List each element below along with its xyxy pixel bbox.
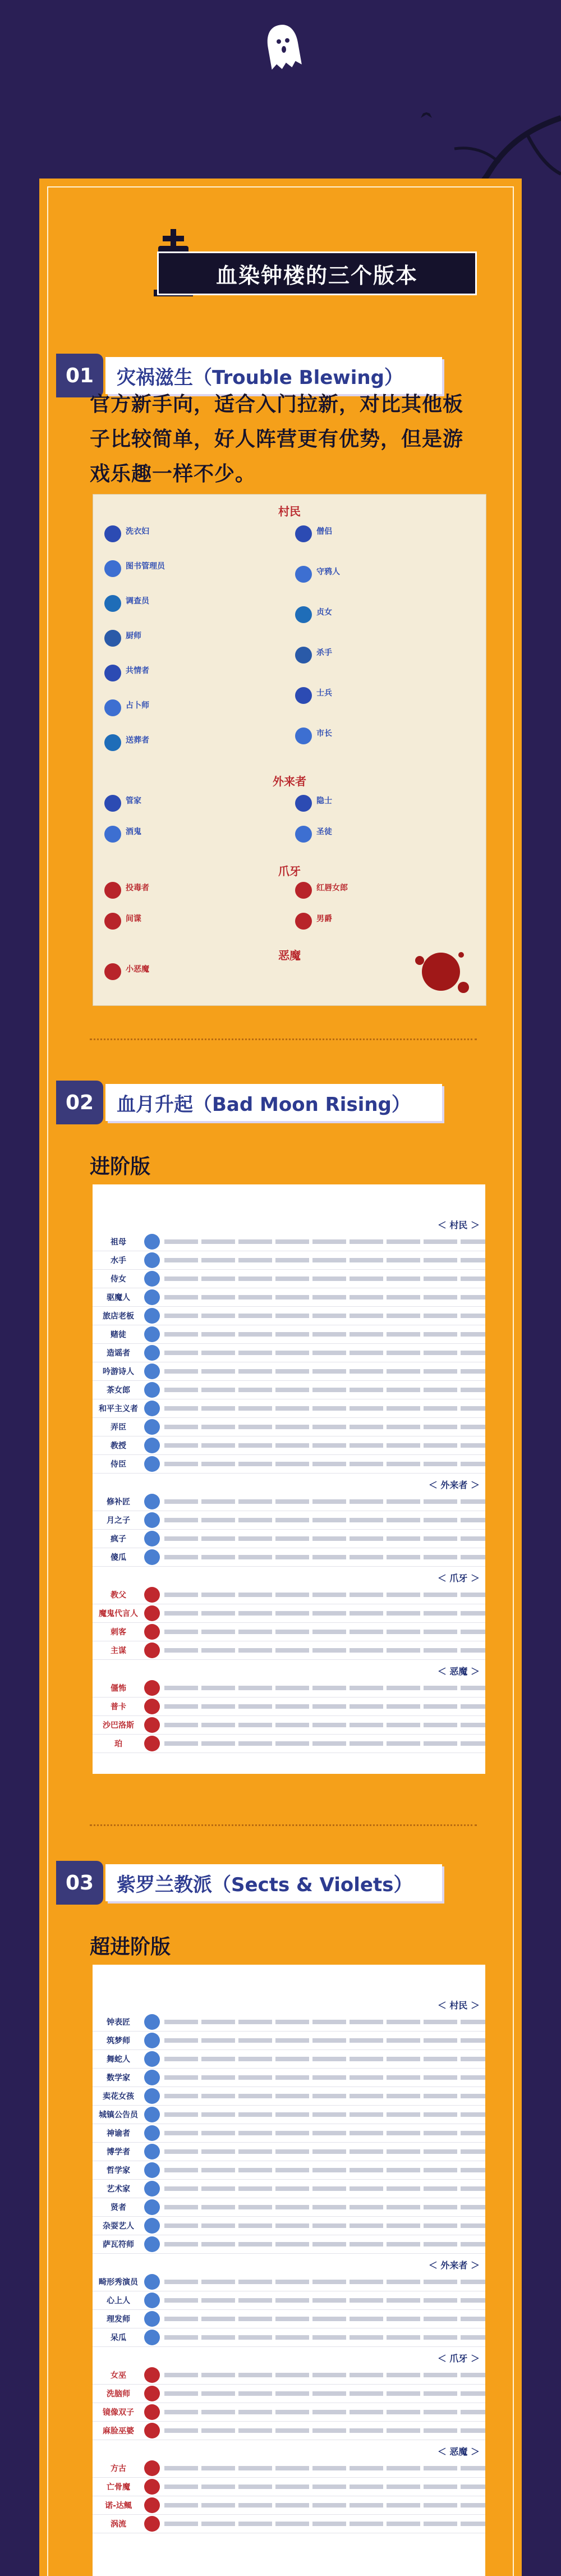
ability-text-placeholder — [164, 2223, 485, 2228]
character-row — [93, 1307, 485, 1325]
character-row — [93, 1604, 485, 1623]
character-name: 教父 — [111, 1591, 126, 1600]
character-row — [93, 1641, 485, 1660]
role-token-icon — [295, 727, 312, 744]
ability-text-placeholder — [164, 2205, 485, 2209]
team-band-label: ＜ 爪牙 ＞ — [437, 2353, 480, 2364]
character-row — [93, 1270, 485, 1288]
character-name: 祖母 — [111, 1238, 126, 1247]
character-token-icon — [144, 2404, 160, 2420]
ability-text-placeholder — [164, 1648, 485, 1653]
role-name: 厨师 — [126, 632, 141, 640]
character-token-icon — [144, 2033, 160, 2048]
character-row — [93, 2273, 485, 2291]
section-01-intro: 官方新手向，适合入门拉新，对比其他板子比较简单，好人阵营更有优势，但是游戏乐趣一样不少。 — [90, 393, 464, 486]
character-row — [93, 2143, 485, 2161]
ability-text-placeholder — [164, 1351, 485, 1355]
role-entry — [316, 727, 332, 739]
character-token-icon — [144, 1699, 160, 1714]
ability-text-placeholder — [164, 1425, 485, 1429]
section-title: 紫罗兰教派（Sects & Violets） — [105, 1864, 442, 1901]
role-token-icon — [104, 734, 121, 751]
character-token-icon — [144, 2460, 160, 2476]
role-name: 占卜师 — [126, 701, 149, 710]
role-entry — [126, 913, 141, 924]
ability-text-placeholder — [164, 2094, 485, 2098]
role-entry — [126, 795, 141, 806]
character-name: 吟游诗人 — [103, 1367, 134, 1376]
role-entry — [316, 795, 332, 806]
ability-text-placeholder — [164, 2373, 485, 2377]
ability-text-placeholder — [164, 1518, 485, 1522]
ability-text-placeholder — [164, 1741, 485, 1746]
character-name: 刺客 — [111, 1628, 126, 1637]
section-title: 灾祸滋生（Trouble Blewing） — [105, 357, 442, 394]
ability-text-placeholder — [164, 2168, 485, 2172]
character-token-icon — [144, 2014, 160, 2030]
character-token-icon — [144, 1345, 160, 1361]
character-name: 呆瓜 — [111, 2334, 126, 2342]
character-token-icon — [144, 1252, 160, 1268]
role-token-icon — [295, 647, 312, 664]
section-number: 01 — [56, 354, 103, 397]
character-token-icon — [144, 2162, 160, 2178]
role-token-icon — [104, 795, 121, 812]
role-token-icon — [104, 699, 121, 716]
character-name: 魔鬼代言人 — [99, 1609, 138, 1618]
character-token-icon — [144, 2199, 160, 2215]
character-row — [93, 1623, 485, 1641]
character-name: 镜像双子 — [103, 2408, 134, 2417]
character-row — [93, 1716, 485, 1735]
character-row — [93, 2422, 485, 2440]
role-token-icon — [104, 630, 121, 647]
character-row — [93, 1548, 485, 1567]
character-token-icon — [144, 1549, 160, 1565]
character-name: 傻瓜 — [111, 1553, 126, 1562]
team-band-label: ＜ 恶魔 ＞ — [437, 1666, 480, 1677]
role-token-icon — [295, 882, 312, 899]
role-entry — [126, 665, 149, 676]
ability-text-placeholder — [164, 2038, 485, 2043]
role-name: 投毒者 — [126, 884, 149, 893]
character-name: 哲学家 — [107, 2166, 130, 2175]
character-name: 主谋 — [111, 1646, 126, 1655]
role-name: 酒鬼 — [126, 827, 141, 836]
character-name: 修补匠 — [107, 1498, 130, 1507]
role-name: 管家 — [126, 797, 141, 806]
character-row — [93, 1362, 485, 1381]
character-name: 弄臣 — [111, 1423, 126, 1432]
character-token-icon — [144, 2516, 160, 2532]
trouble-brewing-character-sheet — [93, 494, 486, 1006]
role-entry — [316, 566, 340, 577]
title-banner — [157, 229, 477, 302]
role-entry — [126, 699, 149, 711]
role-token-icon — [295, 687, 312, 704]
role-name: 送葬者 — [126, 736, 149, 745]
character-row — [93, 1251, 485, 1270]
character-name: 沙巴洛斯 — [103, 1721, 134, 1730]
character-token-icon — [144, 2144, 160, 2159]
character-name: 造谣者 — [107, 1349, 130, 1358]
character-row — [93, 1511, 485, 1530]
ghost-icon — [264, 22, 303, 72]
ability-text-placeholder — [164, 2131, 485, 2135]
section-title: 血月升起（Bad Moon Rising） — [105, 1084, 442, 1121]
character-name: 普卡 — [111, 1703, 126, 1712]
character-row — [93, 2198, 485, 2217]
character-row — [93, 2235, 485, 2254]
character-token-icon — [144, 1289, 160, 1305]
team-band-label: ＜ 外来者 ＞ — [428, 1480, 480, 1490]
character-token-icon — [144, 2386, 160, 2401]
page-title: 血染钟楼的三个版本 — [215, 263, 418, 288]
character-name: 贤者 — [111, 2203, 126, 2212]
role-token-icon — [104, 882, 121, 899]
character-token-icon — [144, 2423, 160, 2438]
character-token-icon — [144, 1419, 160, 1435]
ability-text-placeholder — [164, 1295, 485, 1300]
role-name: 市长 — [316, 729, 332, 738]
ability-text-placeholder — [164, 1499, 485, 1504]
character-row — [93, 2366, 485, 2385]
role-token-icon — [104, 913, 121, 930]
ability-text-placeholder — [164, 2298, 485, 2303]
ability-text-placeholder — [164, 2428, 485, 2433]
ability-text-placeholder — [164, 1611, 485, 1616]
character-name: 水手 — [111, 1256, 126, 1265]
blood-splatter-icon — [407, 944, 475, 1000]
ability-text-placeholder — [164, 2020, 485, 2024]
character-token-icon — [144, 2497, 160, 2513]
role-name: 调查员 — [126, 597, 149, 606]
character-token-icon — [144, 2274, 160, 2290]
character-name: 和平主义者 — [99, 1404, 138, 1413]
character-row — [93, 2310, 485, 2328]
character-row — [93, 1381, 485, 1399]
character-token-icon — [144, 2107, 160, 2122]
ability-text-placeholder — [164, 1536, 485, 1541]
section-03-header — [56, 1861, 449, 1905]
ability-text-placeholder — [164, 2075, 485, 2080]
character-name: 数学家 — [107, 2074, 130, 2083]
character-token-icon — [144, 2051, 160, 2067]
role-name: 红唇女郎 — [316, 884, 348, 893]
character-token-icon — [144, 1531, 160, 1546]
character-token-icon — [144, 1456, 160, 1472]
character-row — [93, 2161, 485, 2180]
character-token-icon — [144, 2070, 160, 2085]
sheet-header-outsiders: 外来者 — [273, 775, 306, 788]
character-token-icon — [144, 1308, 160, 1324]
character-row — [93, 1697, 485, 1716]
character-name: 艺术家 — [107, 2185, 130, 2194]
character-token-icon — [144, 1642, 160, 1658]
ability-text-placeholder — [164, 2112, 485, 2117]
character-name: 涡流 — [111, 2520, 126, 2529]
role-entry — [316, 826, 332, 837]
role-name: 洗衣妇 — [126, 527, 149, 536]
character-name: 茶女郎 — [107, 1386, 130, 1395]
character-row — [93, 2478, 485, 2496]
ability-text-placeholder — [164, 2186, 485, 2191]
divider — [90, 1038, 477, 1040]
ability-text-placeholder — [164, 1332, 485, 1337]
character-token-icon — [144, 1494, 160, 1509]
character-row — [93, 2496, 485, 2515]
ability-text-placeholder — [164, 1593, 485, 1597]
role-name: 小恶魔 — [126, 965, 149, 974]
character-row — [93, 2385, 485, 2403]
character-name: 心上人 — [107, 2296, 130, 2305]
character-name: 神谕者 — [107, 2129, 130, 2138]
ability-text-placeholder — [164, 1369, 485, 1374]
character-row — [93, 1344, 485, 1362]
ability-text-placeholder — [164, 1443, 485, 1448]
team-band-label: ＜ 爪牙 ＞ — [437, 1573, 480, 1584]
character-name: 赌徒 — [111, 1330, 126, 1339]
character-token-icon — [144, 2236, 160, 2252]
role-token-icon — [295, 795, 312, 812]
character-name: 理发师 — [107, 2315, 130, 2324]
sheet-header-minions: 爪牙 — [278, 864, 301, 878]
character-token-icon — [144, 1680, 160, 1696]
character-name: 萨瓦符师 — [103, 2240, 134, 2249]
team-band-label: ＜ 村民 ＞ — [437, 1220, 480, 1230]
role-name: 贞女 — [316, 608, 332, 617]
character-row — [93, 2124, 485, 2143]
ability-text-placeholder — [164, 1723, 485, 1727]
character-token-icon — [144, 2479, 160, 2495]
character-name: 旅店老板 — [103, 1312, 134, 1321]
character-name: 舞蛇人 — [107, 2055, 130, 2064]
role-name: 男爵 — [316, 914, 332, 923]
bad-moon-rising-character-sheet — [93, 1184, 485, 1774]
ability-text-placeholder — [164, 2149, 485, 2154]
character-token-icon — [144, 2181, 160, 2197]
character-row — [93, 2069, 485, 2087]
character-row — [93, 1399, 485, 1418]
role-name: 共情者 — [126, 666, 149, 675]
role-entry — [126, 595, 149, 606]
character-row — [93, 2106, 485, 2124]
team-band-label: ＜ 外来者 ＞ — [428, 2260, 480, 2271]
character-row — [93, 2087, 485, 2106]
role-token-icon — [295, 606, 312, 623]
ability-text-placeholder — [164, 2317, 485, 2321]
character-row — [93, 1436, 485, 1455]
character-name: 杂耍艺人 — [103, 2222, 134, 2231]
ability-text-placeholder — [164, 1704, 485, 1709]
section-number: 03 — [56, 1861, 103, 1905]
character-token-icon — [144, 1364, 160, 1379]
character-token-icon — [144, 1512, 160, 1528]
character-token-icon — [144, 2125, 160, 2141]
ability-text-placeholder — [164, 1276, 485, 1281]
role-token-icon — [104, 560, 121, 577]
character-row — [93, 2031, 485, 2050]
character-row — [93, 2013, 485, 2031]
character-row — [93, 1325, 485, 1344]
character-token-icon — [144, 1717, 160, 1733]
character-name: 洗脑师 — [107, 2390, 130, 2399]
role-token-icon — [104, 665, 121, 681]
section-02-header — [56, 1081, 449, 1124]
ability-text-placeholder — [164, 2522, 485, 2526]
character-row — [93, 1418, 485, 1436]
character-token-icon — [144, 2311, 160, 2327]
role-token-icon — [104, 826, 121, 843]
character-token-icon — [144, 1401, 160, 1416]
role-entry — [126, 882, 149, 893]
role-name: 僧侣 — [316, 527, 332, 536]
divider — [90, 1824, 477, 1826]
role-entry — [126, 630, 141, 641]
role-entry — [126, 734, 149, 745]
role-name: 圣徒 — [316, 827, 332, 836]
role-token-icon — [104, 595, 121, 612]
character-token-icon — [144, 1438, 160, 1453]
ability-text-placeholder — [164, 2485, 485, 2489]
ability-text-placeholder — [164, 2057, 485, 2061]
ability-text-placeholder — [164, 2335, 485, 2340]
character-token-icon — [144, 2293, 160, 2308]
character-row — [93, 1233, 485, 1251]
character-token-icon — [144, 2218, 160, 2234]
character-row — [93, 2217, 485, 2235]
role-entry — [126, 560, 165, 571]
character-name: 僵怖 — [111, 1684, 126, 1693]
character-row — [93, 2291, 485, 2310]
character-name: 诺-达鲺 — [105, 2501, 132, 2510]
role-name: 杀手 — [316, 648, 332, 657]
ability-text-placeholder — [164, 1258, 485, 1262]
role-token-icon — [104, 963, 121, 980]
character-name: 侍女 — [111, 1275, 126, 1284]
character-row — [93, 2459, 485, 2478]
role-token-icon — [104, 525, 121, 542]
role-entry — [126, 826, 141, 837]
ability-text-placeholder — [164, 1406, 485, 1411]
character-row — [93, 1679, 485, 1697]
role-token-icon — [295, 566, 312, 583]
ability-text-placeholder — [164, 1686, 485, 1690]
character-row — [93, 1735, 485, 1753]
role-token-icon — [295, 525, 312, 542]
character-token-icon — [144, 1234, 160, 1250]
character-name: 卖花女孩 — [103, 2092, 134, 2101]
role-name: 图书管理员 — [126, 562, 165, 571]
sects-violets-character-sheet — [93, 1965, 485, 2576]
role-name: 士兵 — [316, 689, 332, 698]
ability-text-placeholder — [164, 1630, 485, 1634]
character-token-icon — [144, 1624, 160, 1640]
role-entry — [126, 525, 149, 537]
ability-text-placeholder — [164, 2410, 485, 2414]
role-entry — [316, 913, 332, 924]
sheet-header-townsfolk: 村民 — [278, 505, 301, 518]
role-entry — [316, 525, 332, 537]
character-name: 月之子 — [107, 1516, 130, 1525]
role-token-icon — [295, 826, 312, 843]
role-entry — [316, 687, 332, 698]
difficulty-label: 进阶版 — [90, 1155, 151, 1178]
character-row — [93, 2180, 485, 2198]
difficulty-label: 超进阶版 — [90, 1936, 171, 1959]
role-token-icon — [295, 913, 312, 930]
character-token-icon — [144, 1326, 160, 1342]
character-name: 方古 — [111, 2464, 126, 2473]
character-name: 钟表匠 — [107, 2018, 130, 2027]
character-name: 城镇公告员 — [99, 2111, 138, 2120]
character-name: 珀 — [114, 1740, 122, 1749]
ability-text-placeholder — [164, 1462, 485, 1466]
sheet-header-demon: 恶魔 — [278, 949, 301, 962]
ability-text-placeholder — [164, 1239, 485, 1244]
ability-text-placeholder — [164, 1388, 485, 1392]
title-box — [157, 251, 477, 295]
character-name: 亡骨魔 — [107, 2483, 130, 2492]
character-row — [93, 2050, 485, 2069]
ability-text-placeholder — [164, 2242, 485, 2246]
ability-text-placeholder — [164, 1555, 485, 1559]
role-entry — [316, 647, 332, 658]
character-name: 麻脸巫婆 — [103, 2427, 134, 2436]
role-name: 间谍 — [126, 914, 141, 923]
team-band-label: ＜ 村民 ＞ — [437, 2000, 480, 2011]
team-band-label: ＜ 恶魔 ＞ — [437, 2446, 480, 2457]
role-entry — [126, 963, 149, 974]
character-name: 女巫 — [111, 2371, 126, 2380]
character-row — [93, 1530, 485, 1548]
character-name: 侍臣 — [111, 1460, 126, 1469]
section-number: 02 — [56, 1081, 103, 1124]
character-row — [93, 2403, 485, 2422]
character-name: 畸形秀演员 — [99, 2278, 138, 2287]
character-name: 筑梦师 — [107, 2037, 130, 2046]
role-entry — [316, 606, 332, 617]
character-row — [93, 1586, 485, 1604]
ability-text-placeholder — [164, 2466, 485, 2470]
character-row — [93, 2328, 485, 2347]
role-name: 隐士 — [316, 797, 332, 806]
ability-text-placeholder — [164, 2503, 485, 2508]
character-name: 博学者 — [107, 2148, 130, 2157]
ability-text-placeholder — [164, 1314, 485, 1318]
character-token-icon — [144, 2330, 160, 2345]
character-name: 驱魔人 — [107, 1293, 130, 1302]
character-token-icon — [144, 1736, 160, 1751]
character-row — [93, 1288, 485, 1307]
character-name: 疯子 — [111, 1535, 126, 1544]
ability-text-placeholder — [164, 2280, 485, 2284]
character-row — [93, 1493, 485, 1511]
character-name: 教授 — [111, 1442, 126, 1451]
ability-text-placeholder — [164, 2391, 485, 2396]
character-token-icon — [144, 1605, 160, 1621]
character-token-icon — [144, 1587, 160, 1603]
character-token-icon — [144, 1271, 160, 1287]
character-row — [93, 2515, 485, 2533]
character-token-icon — [144, 2367, 160, 2383]
character-token-icon — [144, 1382, 160, 1398]
role-name: 守鸦人 — [316, 568, 340, 576]
character-row — [93, 1455, 485, 1474]
role-entry — [316, 882, 348, 893]
character-token-icon — [144, 2088, 160, 2104]
